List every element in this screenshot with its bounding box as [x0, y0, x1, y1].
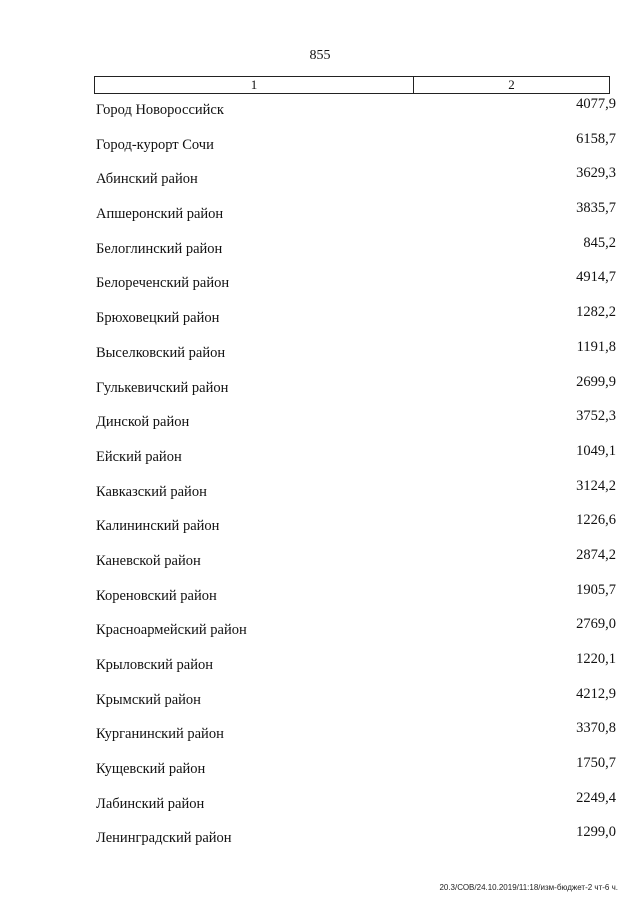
table-row — [0, 304, 640, 339]
row-name: Апшеронский район — [96, 206, 224, 223]
row-value: 1282,2 — [576, 304, 616, 321]
row-name: Калининский район — [96, 518, 220, 535]
row-name: Лабинский район — [96, 795, 205, 812]
table-row — [0, 686, 640, 721]
table-row — [0, 582, 640, 617]
row-value: 2249,4 — [576, 789, 616, 806]
row-name: Брюховецкий район — [96, 310, 220, 327]
row-value: 4077,9 — [576, 96, 616, 112]
table-row — [0, 651, 640, 686]
row-name: Кореновский район — [96, 587, 217, 604]
table-row — [0, 824, 640, 859]
table-row — [0, 512, 640, 547]
table-row — [0, 790, 640, 825]
table-row — [0, 131, 640, 166]
table-row — [0, 755, 640, 790]
table-row — [0, 547, 640, 582]
row-name: Белоглинский район — [96, 240, 223, 257]
row-name: Кущевский район — [96, 761, 206, 778]
row-name: Город Новороссийск — [96, 102, 224, 118]
table-body — [0, 96, 640, 859]
row-value: 3752,3 — [576, 408, 616, 425]
table-row — [0, 374, 640, 409]
row-name: Курганинский район — [96, 726, 224, 743]
table-header — [94, 76, 610, 94]
row-name: Ейский район — [96, 448, 182, 465]
row-name: Красноармейский район — [96, 622, 247, 639]
row-value: 1049,1 — [576, 442, 616, 459]
row-name: Выселковский район — [96, 344, 226, 361]
table-row — [0, 339, 640, 374]
row-value: 2769,0 — [576, 616, 616, 633]
row-name: Динской район — [96, 414, 190, 431]
table-row — [0, 616, 640, 651]
row-name: Гулькевичский район — [96, 379, 229, 396]
row-value: 3124,2 — [576, 477, 616, 494]
row-name: Город-курорт Сочи — [96, 136, 214, 153]
row-value: 1299,0 — [576, 824, 616, 841]
table-row — [0, 478, 640, 513]
table-row — [0, 165, 640, 200]
row-value: 1220,1 — [576, 651, 616, 667]
row-value: 2874,2 — [576, 546, 616, 563]
row-name: Абинский район — [96, 171, 198, 188]
row-value: 4914,7 — [576, 269, 616, 286]
row-value: 2699,9 — [576, 373, 616, 390]
row-value: 4212,9 — [576, 685, 616, 702]
row-value: 1191,8 — [576, 338, 616, 355]
table-row — [0, 443, 640, 478]
row-name: Ленинградский район — [96, 830, 232, 847]
row-value: 1750,7 — [576, 755, 616, 772]
footer-note: 20.3/СОВ/24.10.2019/11:18/изм-бюджет-2 чт-6 ч. — [439, 883, 618, 892]
row-value: 6158,7 — [576, 130, 616, 147]
column-header-1: 1 — [95, 77, 414, 93]
row-name: Крыловский район — [96, 657, 213, 673]
row-name: Белореченский район — [96, 275, 230, 292]
table-row — [0, 96, 640, 131]
row-value: 3629,3 — [576, 165, 616, 182]
table-row — [0, 408, 640, 443]
row-value: 1226,6 — [576, 512, 616, 529]
row-value: 845,2 — [583, 234, 616, 251]
column-header-2: 2 — [508, 77, 515, 92]
row-name: Кавказский район — [96, 483, 207, 500]
table-row — [0, 200, 640, 235]
table-row — [0, 720, 640, 755]
row-value: 3370,8 — [576, 720, 616, 737]
row-name: Крымский район — [96, 691, 201, 708]
row-value: 3835,7 — [576, 200, 616, 217]
page-number: 855 — [309, 48, 331, 63]
table-row — [0, 269, 640, 304]
table-row — [0, 235, 640, 270]
row-name: Каневской район — [96, 552, 201, 569]
row-value: 1905,7 — [576, 581, 616, 598]
